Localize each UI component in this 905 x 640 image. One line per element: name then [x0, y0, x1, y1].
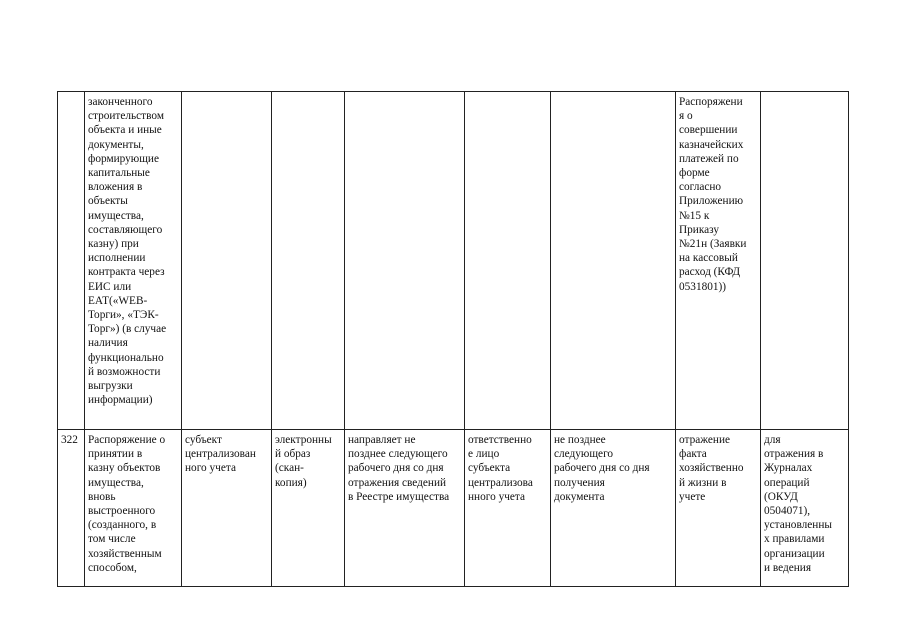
- usage-cell: для отражения в Журналах операций (ОКУД 0504071), установленны х правилами организации и ведения: [761, 430, 849, 587]
- processing-deadline-cell: [551, 92, 676, 430]
- purpose-cell: отражение факта хозяйственно й жизни в учете: [676, 430, 761, 587]
- purpose-cell: Распоряжени я о совершении казначейских платежей по форме согласно Приложению №15 к Приказу №21н (Заявки на кассовый расход (КФД 0531801)): [676, 92, 761, 430]
- document-table: [57, 91, 849, 587]
- table-row: [58, 430, 849, 587]
- table-row: [58, 92, 849, 430]
- responsible-person-cell: [465, 92, 551, 430]
- usage-cell: [761, 92, 849, 430]
- submission-deadline-cell: направляет не позднее следующего рабочего дня со дня отражения сведений в Реестре имущества: [345, 430, 465, 587]
- processing-deadline-cell: не позднее следующего рабочего дня со дня получения документа: [551, 430, 676, 587]
- format-cell: [272, 92, 345, 430]
- responsible-person-cell: ответственно е лицо субъекта централизова нного учета: [465, 430, 551, 587]
- format-cell: электронны й образ (скан- копия): [272, 430, 345, 587]
- creator-cell: субъект централизован ного учета: [182, 430, 272, 587]
- creator-cell: [182, 92, 272, 430]
- document-name-cell: Распоряжение о принятии в казну объектов имущества, вновь выстроенного (созданного, в том числе хозяйственным способом,: [85, 430, 182, 587]
- row-number-cell: [58, 92, 85, 430]
- row-number-cell: 322: [58, 430, 85, 587]
- document-name-cell: законченного строительством объекта и иные документы, формирующие капитальные вложения в объекты имущества, составляющего казну) при исполнении контракта через ЕИС или ЕАТ(«WEB- Торги», «ТЭК- Торг») (в случае наличия функционально й возможности выгрузки информации): [85, 92, 182, 430]
- submission-deadline-cell: [345, 92, 465, 430]
